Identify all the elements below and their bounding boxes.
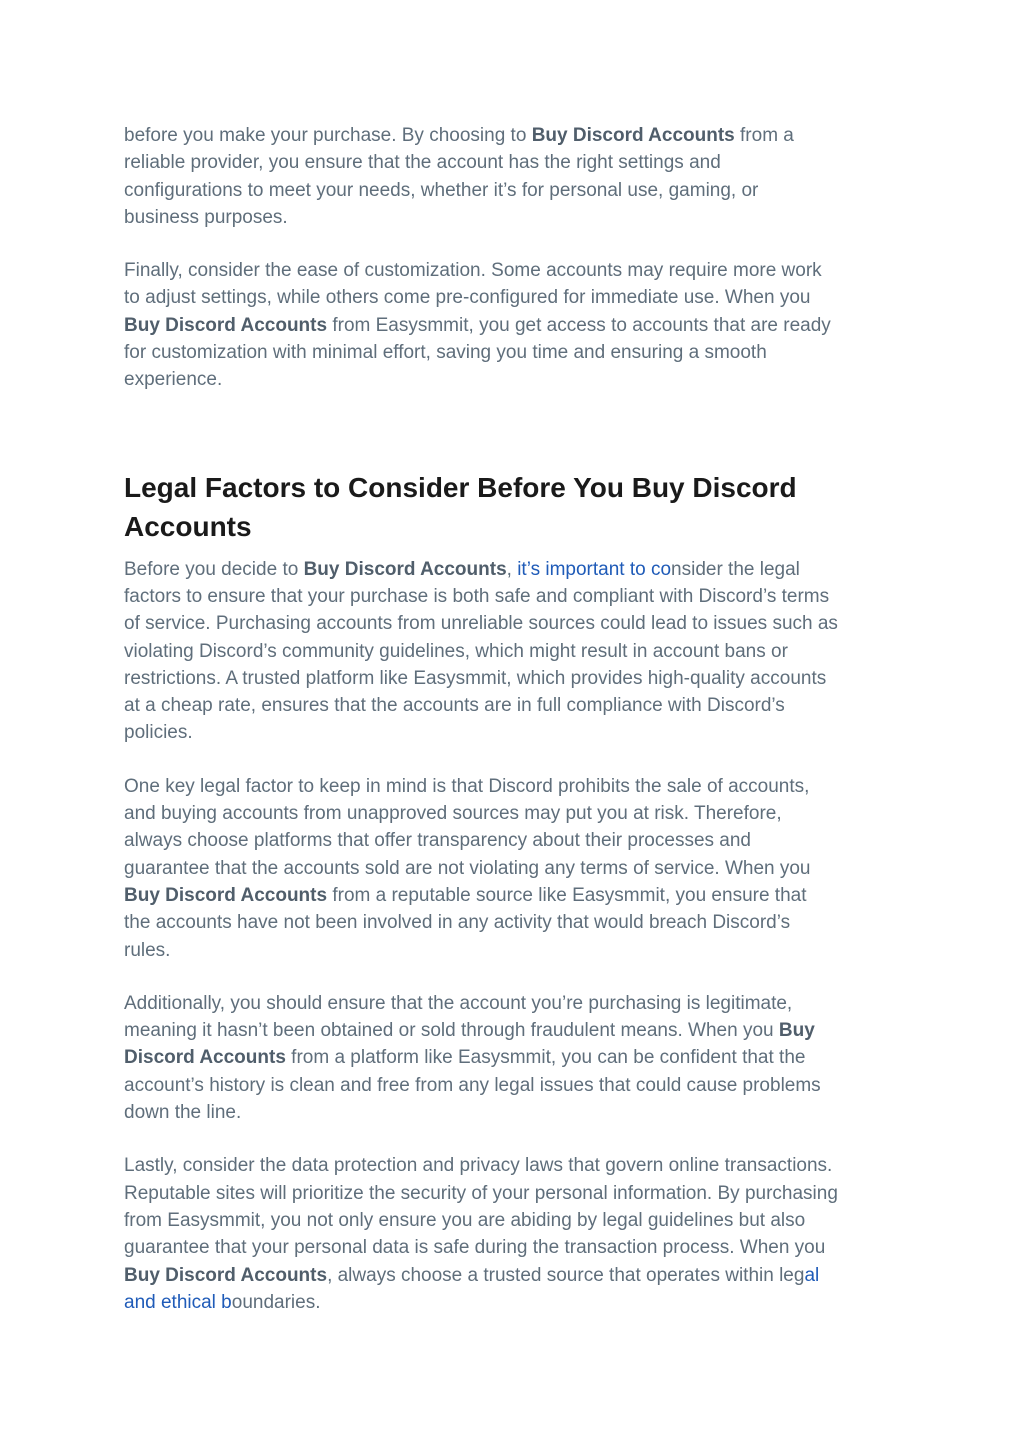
paragraph-key-legal-factor bbox=[124, 773, 914, 964]
text: always choose platforms that offer transparency about their processes and bbox=[124, 830, 751, 852]
text: One key legal factor to keep in mind is that Discord prohibits the sale of accounts, bbox=[124, 775, 810, 797]
paragraph-data-protection bbox=[124, 1152, 914, 1316]
paragraph-legitimacy bbox=[124, 990, 914, 1126]
text: Lastly, consider the data protection and privacy laws that govern online transactions. bbox=[124, 1155, 833, 1177]
text: account’s history is clean and free from any legal issues that could cause problems bbox=[124, 1074, 821, 1096]
text: restrictions. A trusted platform like Easysmmit, which provides high-quality accounts bbox=[124, 667, 827, 689]
text: Finally, consider the ease of customization. Some accounts may require more work bbox=[124, 260, 822, 282]
text: from a platform like Easysmmit, you can be confident that the bbox=[285, 1047, 806, 1069]
text: business purposes. bbox=[124, 206, 288, 228]
text: nsider the legal bbox=[671, 558, 800, 580]
text: rules. bbox=[124, 939, 171, 961]
keyword-bold: Buy Discord Accounts bbox=[531, 125, 735, 146]
text: policies. bbox=[124, 722, 193, 744]
text: and buying accounts from unapproved sources may put you at risk. Therefore, bbox=[124, 803, 782, 825]
text: guarantee that your personal data is safe during the transaction process. When you bbox=[124, 1237, 826, 1259]
keyword-bold: Buy Discord Accounts bbox=[124, 1264, 328, 1286]
text: oundaries. bbox=[231, 1291, 321, 1313]
text: Before you decide to bbox=[124, 558, 304, 580]
hyperlink-legal[interactable]: and ethical b bbox=[124, 1291, 232, 1313]
text: at a cheap rate, ensures that the accounts are in full compliance with Discord’s bbox=[124, 695, 785, 717]
text: , always choose a trusted source that operates within leg bbox=[327, 1264, 805, 1286]
text: experience. bbox=[124, 369, 223, 391]
text: Additionally, you should ensure that the account you’re purchasing is legitimate, bbox=[124, 992, 793, 1014]
text: from a reputable source like Easysmmit, you ensure that bbox=[327, 884, 807, 906]
text: configurations to meet your needs, whether it’s for personal use, gaming, or bbox=[124, 179, 759, 201]
text: from a bbox=[734, 125, 794, 146]
text: , bbox=[506, 558, 518, 580]
keyword-bold: Buy Discord Accounts bbox=[303, 558, 507, 580]
paragraph-customization bbox=[124, 257, 914, 393]
text: reliable provider, you ensure that the account has the right settings and bbox=[124, 152, 721, 174]
text: meaning it hasn’t been obtained or sold through fraudulent means. When you bbox=[124, 1020, 779, 1042]
hyperlink-important[interactable]: it’s important to co bbox=[517, 558, 672, 580]
text: from Easysmmit, you not only ensure you are abiding by legal guidelines but also bbox=[124, 1209, 806, 1231]
text: factors to ensure that your purchase is both safe and compliant with Discord’s terms bbox=[124, 585, 830, 607]
keyword-bold: Buy bbox=[778, 1020, 815, 1042]
paragraph-purchase-settings bbox=[124, 122, 914, 231]
section-heading bbox=[124, 468, 914, 546]
keyword-bold: Buy Discord Accounts bbox=[124, 314, 328, 336]
document-page bbox=[124, 122, 914, 1316]
text: before you make your purchase. By choosing to bbox=[124, 125, 532, 146]
text: for customization with minimal effort, saving you time and ensuring a smooth bbox=[124, 342, 767, 364]
text: to adjust settings, while others come pre-configured for immediate use. When you bbox=[124, 287, 811, 309]
text: guarantee that the accounts sold are not violating any terms of service. When you bbox=[124, 857, 811, 879]
heading-line: Legal Factors to Consider Before You Buy Discord bbox=[124, 471, 797, 503]
text: from Easysmmit, you get access to accounts that are ready bbox=[327, 314, 831, 336]
text: the accounts have not been involved in any activity that would breach Discord’s bbox=[124, 912, 791, 934]
heading-line: Accounts bbox=[124, 510, 252, 542]
text: of service. Purchasing accounts from unreliable sources could lead to issues such as bbox=[124, 613, 838, 635]
text: down the line. bbox=[124, 1102, 242, 1124]
text: violating Discord’s community guidelines, which might result in account bans or bbox=[124, 640, 788, 662]
text: Reputable sites will prioritize the security of your personal information. By purchasing bbox=[124, 1182, 838, 1204]
paragraph-legal-intro bbox=[124, 556, 914, 747]
keyword-bold: Discord Accounts bbox=[124, 1047, 286, 1069]
keyword-bold: Buy Discord Accounts bbox=[124, 884, 328, 906]
hyperlink-legal[interactable]: al bbox=[804, 1264, 820, 1286]
